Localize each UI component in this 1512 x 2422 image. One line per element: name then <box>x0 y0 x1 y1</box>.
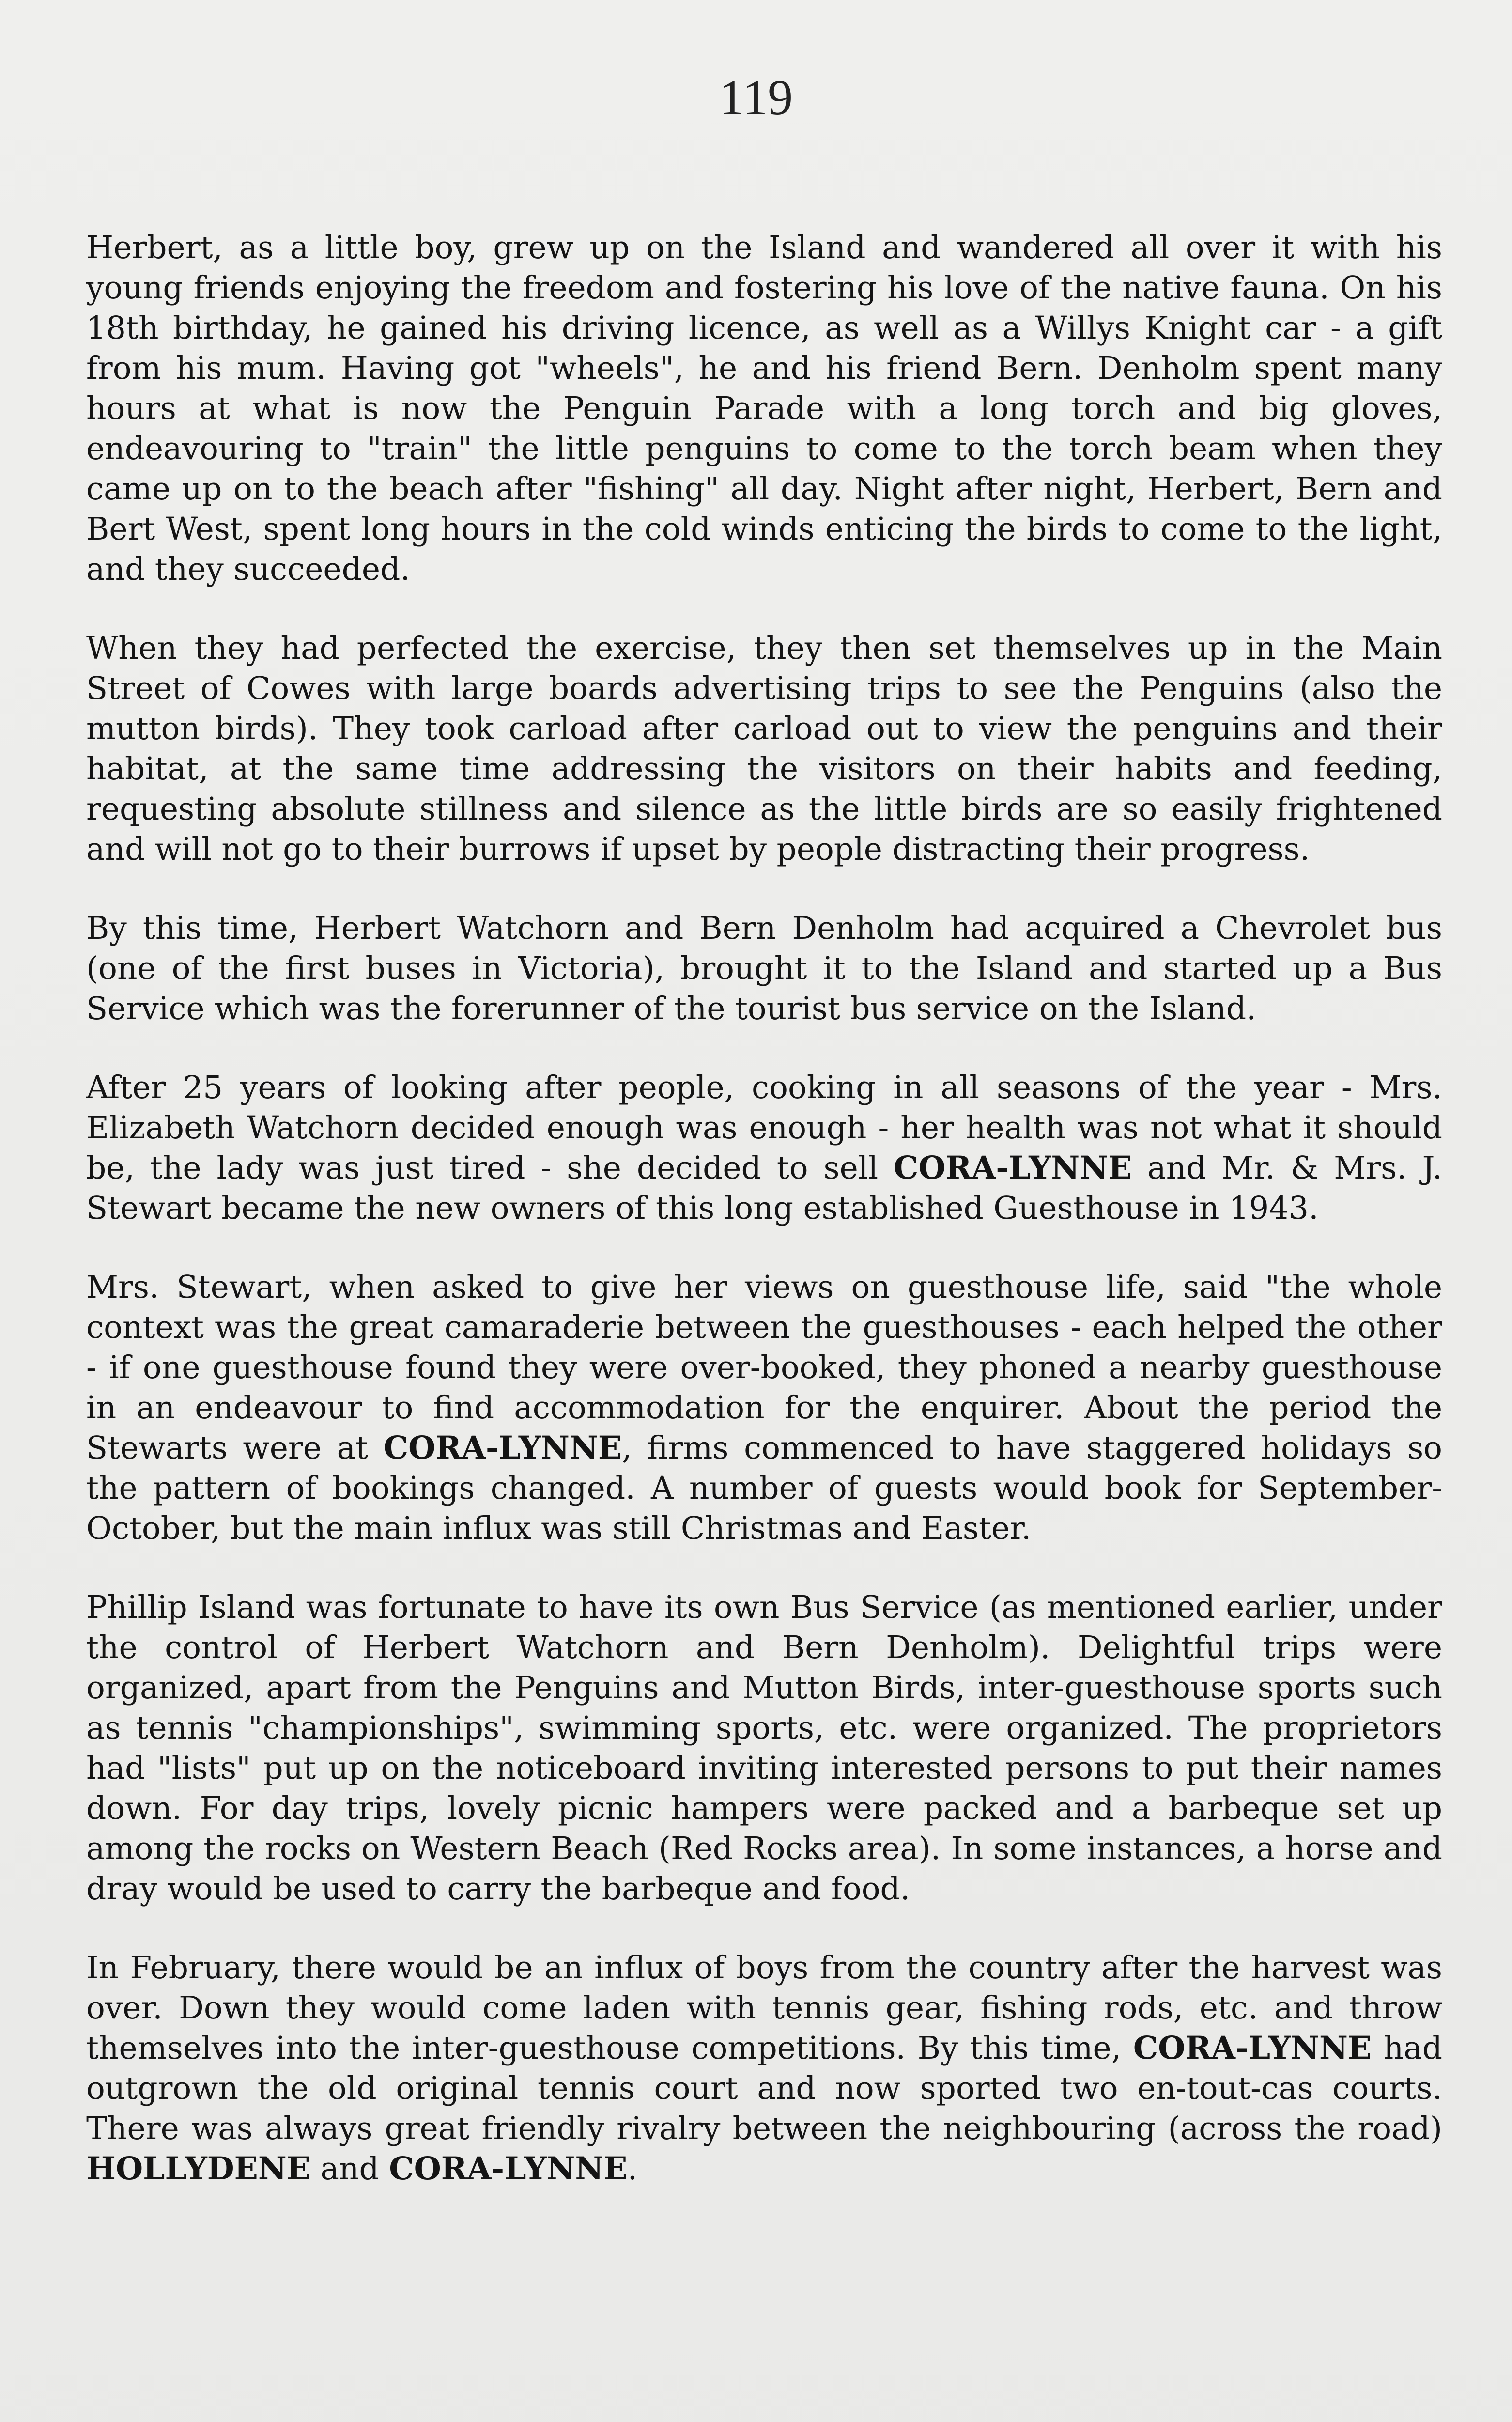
paragraph-text: In February, there would be an influx of boys from the country after the harvest was over. Down they would come laden with tennis gear, fishing rods, etc. and throw themselves into the inter-guesthouse competitions. By this time, <box>86 1950 1442 2066</box>
paragraph-text: had outgrown the old original tennis court and now sported two en-tout-cas courts. There was always great friendly rivalry between the neighbouring (across the road) <box>86 2030 1442 2147</box>
page-number: 119 <box>719 70 793 125</box>
paragraph-text: , firms commenced to have staggered holidays so the pattern of bookings changed. A number of guests would book for September-October, but the main influx was still Christmas and Easter. <box>86 1430 1443 1547</box>
paragraph-text: By this time, Herbert Watchorn and Bern Denholm had acquired a Chevrolet bus (one of the first buses in Victoria), brought it to the Island and started up a Bus Service which was the forerunner of the tourist bus service on the Island. <box>86 910 1442 1027</box>
paragraph-text: When they had perfected the exercise, they then set themselves up in the Main Street of Cowes with large boards advertising trips to see the Penguins (also the mutton birds). They took carload after carload out to view the penguins and their habitat, at the same time addressing the visitors on their habits and feeding, requesting absolute stillness and silence as the little birds are so easily frightened and will not go to their burrows if upset by people distracting their progress. <box>86 630 1442 868</box>
paragraph-penguin-trips <box>86 628 1442 869</box>
paragraph-text: After 25 years of looking after people, cooking in all seasons of the year - Mrs. Elizabeth Watchorn decided enough was enough - her health was not what it should be, the lady was just tired - she decided to sell <box>86 1070 1442 1186</box>
paragraph-text: Mrs. Stewart, when asked to give her views on guesthouse life, said "the whole context was the great camaraderie between the guesthouses - each helped the other - if one guesthouse found they were over-booked, they phoned a nearby guesthouse in an endeavour to find accommodation for the enquirer. About the period the Stewarts were at <box>86 1269 1442 1466</box>
paragraph-text: Herbert, as a little boy, grew up on the Island and wandered all over it with his young friends enjoying the freedom and fostering his love of the native fauna. On his 18th birthday, he gained his driving licence, as well as a Willys Knight car - a gift from his mum. Having got "wheels", he and his friend Bern. Denholm spent many hours at what is now the Penguin Parade with a long torch and big gloves, endeavouring to "train" the little penguins to come to the torch beam when they came up on to the beach after "fishing" all day. Night after night, Herbert, Bern and Bert West, spent long hours in the cold winds enticing the birds to come to the light, and they succeeded. <box>86 230 1442 588</box>
paragraph-text: Phillip Island was fortunate to have its own Bus Service (as mentioned earlier, under the control of Herbert Watchorn and Bern Denholm). Delightful trips were organized, apart from the Penguins and Mutton Birds, inter-guesthouse sports such as tennis "championships", swimming sports, etc. were organized. The proprietors had "lists" put up on the noticeboard inviting interested persons to put their names down. For day trips, lovely picnic hampers were packed and a barbeque set up among the rocks on Western Beach (Red Rocks area). In some instances, a horse and dray would be used to carry the barbeque and food. <box>86 1589 1442 1907</box>
guesthouse-name-bold: CORA-LYNNE <box>389 2150 628 2187</box>
paragraph-text: . <box>627 2151 638 2187</box>
paragraph-sale-of-guesthouse <box>86 1068 1442 1228</box>
paragraph-bus-service <box>86 908 1442 1029</box>
paragraph-island-trips <box>86 1587 1442 1909</box>
guesthouse-name-bold: CORA-LYNNE <box>383 1429 622 1466</box>
paragraph-herbert-childhood <box>86 228 1442 590</box>
paragraph-february-influx <box>86 1948 1442 2189</box>
guesthouse-name-bold: CORA-LYNNE <box>1133 2030 1372 2066</box>
body-text <box>86 228 1442 2189</box>
paragraph-text: and <box>310 2151 389 2187</box>
guesthouse-name-bold: HOLLYDENE <box>86 2150 310 2187</box>
paragraph-guesthouse-life <box>86 1267 1442 1549</box>
guesthouse-name-bold: CORA-LYNNE <box>894 1149 1132 1186</box>
paragraph-text: and Mr. & Mrs. J. Stewart became the new owners of this long established Guesthouse in 1943. <box>86 1150 1442 1227</box>
